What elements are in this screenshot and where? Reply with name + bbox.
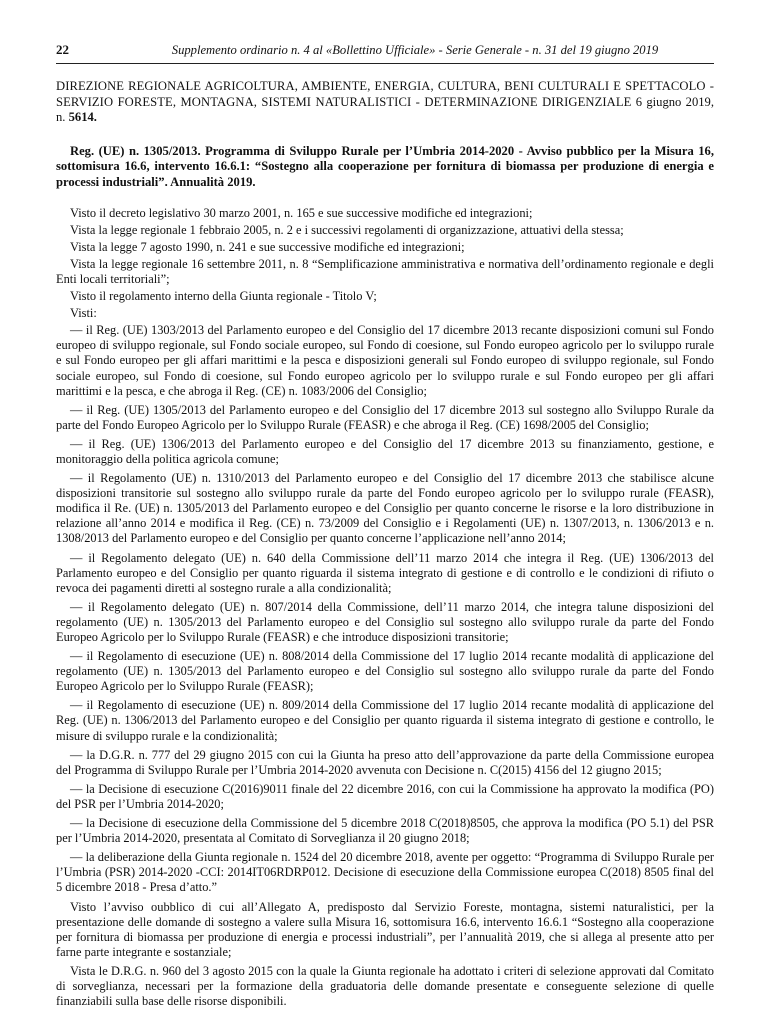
paragraph: — il Regolamento delegato (UE) n. 640 della Commissione dell’11 marzo 2014 che integra il Reg. (UE) 1306/2013 del Parlamento europeo e del Consiglio per quanto riguarda il sistema integrato di gestione e di controllo e le condizioni di rifiuto o revoca dei pagamenti diretti al sostegno rurale a alla condizionalità; bbox=[56, 550, 714, 595]
paragraph: Visto l’avviso oubblico di cui all’Allegato A, predisposto dal Servizio Foreste, montagna, sistemi naturalistici, per la presentazione delle domande di sostegno a valere sulla Misura 16, sottomisura 16.6, intervento 16.6.1 “Sostegno alla cooperazione per fornitura di biomassa per produzione di energia e processi industriali”, per l’annualità 2019, che si allega al presente atto per farne parte integrante e sostanziale; bbox=[56, 899, 714, 959]
heading-number: 5614. bbox=[68, 110, 97, 125]
paragraph: — la D.G.R. n. 777 del 29 giugno 2015 con cui la Giunta ha preso atto dell’approvazione da parte della Commissione europea del Programma di Sviluppo Rurale per l’Umbria 2014-2020 avvenuta con Decisione n. C(2015) 4156 del 12 giugno 2015; bbox=[56, 747, 714, 777]
paragraph: — il Reg. (UE) 1306/2013 del Parlamento europeo e del Consiglio del 17 dicembre 2013 su finanziamento, gestione, e monitoraggio della politica agricola comune; bbox=[56, 436, 714, 466]
paragraph: — la Decisione di esecuzione della Commissione del 5 dicembre 2018 C(2018)8505, che approva la modifica (PO 5.1) del PSR per l’Umbria 2014-2020, presentata al Comitato di Sorveglianza il 20 giugno 2018; bbox=[56, 816, 714, 846]
paragraph: — il Regolamento delegato (UE) n. 807/2014 della Commissione, dell’11 marzo 2014, che integra talune disposizioni del regolamento (UE) n. 1305/2013 del Parlamento europeo e del Consiglio sul sostegno allo sviluppo rurale da parte del Fondo Europeo Agricolo per lo Sviluppo Rurale (FEASR) e che introduce disposizioni transitorie; bbox=[56, 599, 714, 644]
running-title: Supplemento ordinario n. 4 al «Bollettino Ufficiale» - Serie Generale - n. 31 del 19 giugno 2019 bbox=[171, 43, 659, 57]
paragraph: — la deliberazione della Giunta regionale n. 1524 del 20 dicembre 2018, avente per oggetto: “Programma di Sviluppo Rurale per l’Umbria (PSR) 2014-2020 -CCI: 2014IT06RDRP012. Decisione di esecuzione della Commissione europea C(2018) 8505 final del 5 dicembre 2018 - Presa d’atto.” bbox=[56, 850, 714, 895]
heading-caps: DIREZIONE REGIONALE AGRICOLTURA, AMBIENTE, ENERGIA, CULTURA, BENI CULTURALI E SPETTACOLO - SERVIZIO FORESTE, MONTAGNA, SISTEMI NATURALISTICI - DETERMINAZIONE DIRIGENZIALE bbox=[56, 79, 714, 109]
paragraph: Visti: bbox=[70, 306, 97, 321]
paragraph: Vista la legge regionale 1 febbraio 2005, n. 2 e i successivi regolamenti di organizzazione, attuativi della stessa; bbox=[70, 222, 624, 237]
paragraph: Vista le D.R.G. n. 960 del 3 agosto 2015 con la quale la Giunta regionale ha adottato i criteri di selezione approvati dal Comitato di sorveglianza, necessari per la formazione della graduatoria delle domande presentate e conseguente selezione di quelle finanziabili sulla base delle risorse disponibili. bbox=[56, 963, 714, 1009]
paragraph: — il Regolamento (UE) n. 1310/2013 del Parlamento europeo e del Consiglio del 17 dicembre 2013 che stabilisce alcune disposizioni transitorie sul sostegno allo sviluppo rurale da parte del Fondo europeo agricolo per lo sviluppo rurale (FEASR), modifica il Re. (UE) n. 1305/2013 del Parlamento europeo e del Consiglio per quanto concerne le risorse e la loro distribuzione in relazione all’anno 2014 e modifica il Reg. (CE) n. 73/2009 del Consiglio e i Regolamenti (UE) n. 1307/2013, n. 1306/2013 e n. 1308/2013 del Parlamento europeo e del Consiglio per quanto concerne l’applicazione nell’anno 2014; bbox=[56, 471, 714, 546]
paragraph: — il Regolamento di esecuzione (UE) n. 808/2014 della Commissione del 17 luglio 2014 recante modalità di applicazione del regolamento (UE) n. 1305/2013 del Parlamento europeo e del Consiglio sul sostegno allo sviluppo rurale da parte del Fondo Europeo Agricolo per lo Sviluppo Rurale (FEASR); bbox=[56, 649, 714, 694]
determination-subject: Reg. (UE) n. 1305/2013. Programma di Sviluppo Rurale per l’Umbria 2014-2020 - Avviso pubblico per la Misura 16, sottomisura 16.6, intervento 16.6.1: “Sostegno alla cooperazione per fornitura di biomassa per produzione di energia e processi industriali”. Annualità 2019. bbox=[56, 143, 714, 189]
paragraph: — il Reg. (UE) 1305/2013 del Parlamento europeo e del Consiglio del 17 dicembre 2013 sul sostegno allo Sviluppo Rurale da parte del Fondo Europeo Agricolo per lo Sviluppo Rurale (FEASR) e che abroga il Reg. (CE) 1698/2005 del Consiglio; bbox=[56, 402, 714, 432]
heading-date: 6 giugno 2019, n. bbox=[56, 94, 714, 125]
paragraph: Vista la legge regionale 16 settembre 2011, n. 8 “Semplificazione amministrativa e normativa dell’ordinamento regionale e degli Enti locali territoriali”; bbox=[56, 256, 714, 286]
paragraph: Visto il regolamento interno della Giunta regionale - Titolo V; bbox=[70, 289, 377, 304]
page-number: 22 bbox=[56, 42, 69, 57]
paragraph: Visto il decreto legislativo 30 marzo 2001, n. 165 e sue successive modifiche ed integrazioni; bbox=[70, 205, 533, 220]
determination-heading bbox=[56, 79, 714, 126]
document-body bbox=[56, 206, 714, 1010]
running-header bbox=[56, 42, 714, 64]
paragraph: — il Regolamento di esecuzione (UE) n. 809/2014 della Commissione del 17 luglio 2014 recante modalità di applicazione del Reg. (UE) n. 1306/2013 del Parlamento europeo e del Consiglio per quanto riguarda il sistema integrato di gestione e controllo, le misure di sviluppo rurale e la condizionalità; bbox=[56, 698, 714, 743]
paragraph: — la Decisione di esecuzione C(2016)9011 finale del 22 dicembre 2016, con cui la Commissione ha approvato la modifica (PO) del PSR per l’Umbria 2014-2020; bbox=[56, 781, 714, 811]
paragraph: — il Reg. (UE) 1303/2013 del Parlamento europeo e del Consiglio del 17 dicembre 2013 recante disposizioni comuni sul Fondo europeo di sviluppo regionale, sul Fondo sociale europeo, sul Fondo di coesione, sul Fondo europeo agricolo per lo sviluppo rurale e sul Fondo europeo per gli affari marittimi e la pesca e disposizioni generali sul Fondo europeo di sviluppo regionale, sul Fondo sociale europeo, sul Fondo di coesione, sul Fondo europeo agricolo per lo sviluppo rurale e sul Fondo europeo per gli affari marittimi e la pesca, e che abroga il Reg. (CE) n. 1083/2006 del Consiglio; bbox=[56, 323, 714, 398]
paragraph: Vista la legge 7 agosto 1990, n. 241 e sue successive modifiche ed integrazioni; bbox=[70, 239, 465, 254]
